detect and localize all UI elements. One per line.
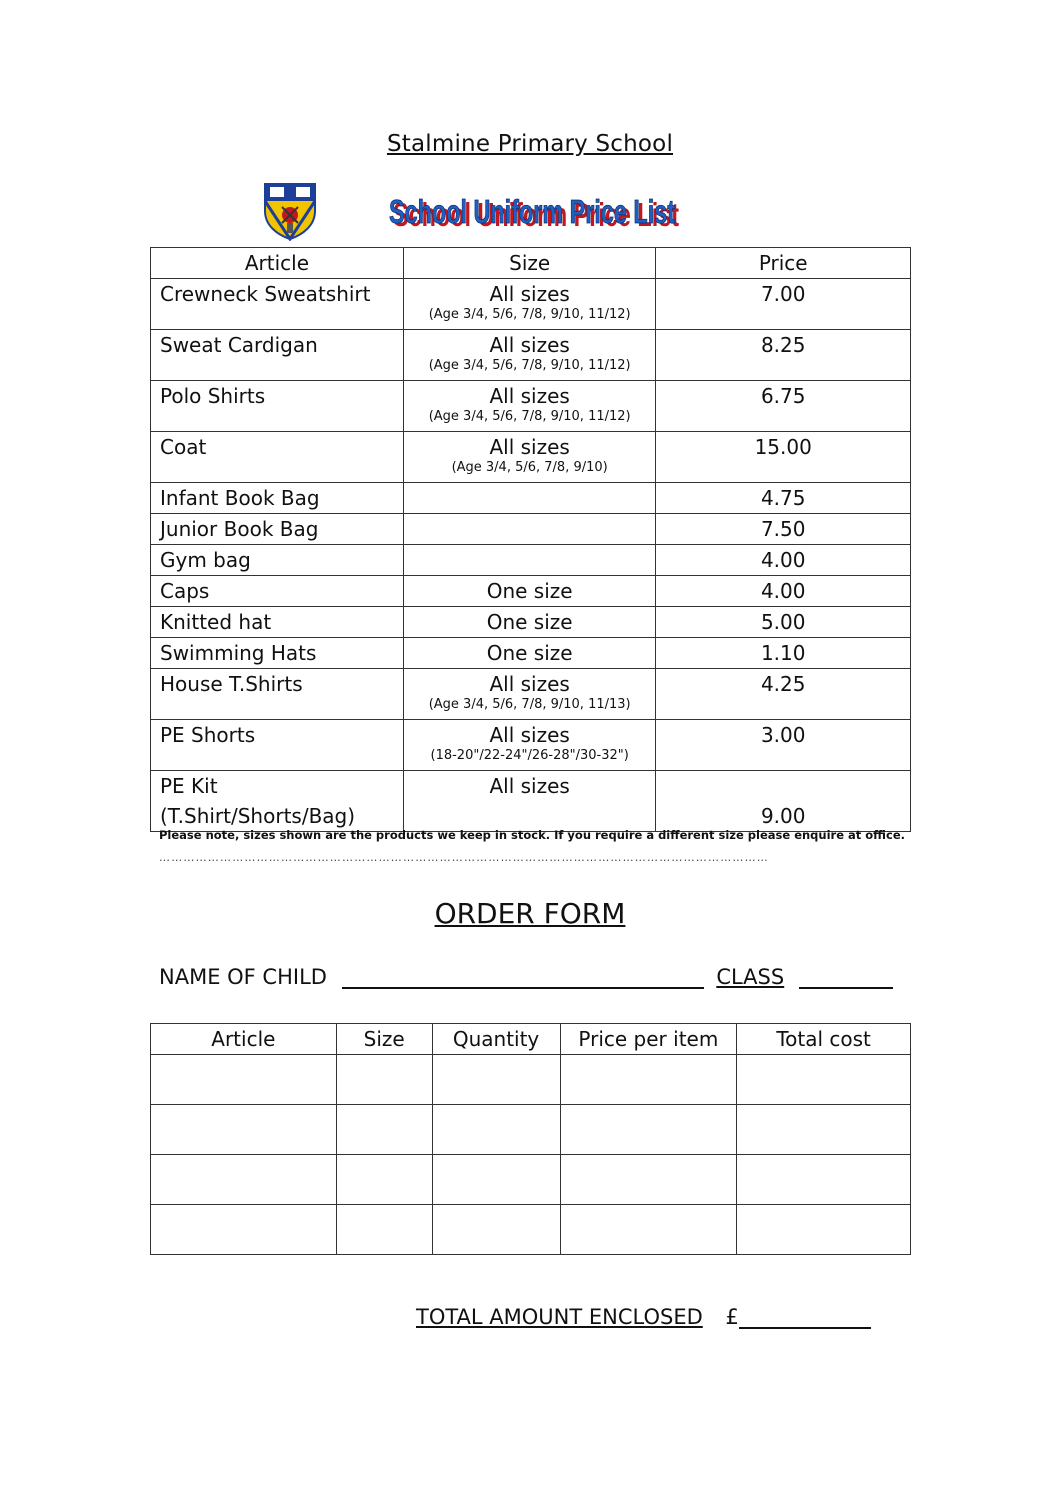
table-row (151, 545, 911, 576)
child-name-field[interactable] (342, 965, 704, 989)
size-cell: One size (403, 638, 656, 669)
order-form-title: ORDER FORM (434, 897, 626, 930)
size-cell (403, 669, 656, 720)
order-article-cell[interactable] (151, 1205, 337, 1255)
order-total-cell[interactable] (737, 1205, 911, 1255)
order-header-article: Article (151, 1024, 337, 1055)
table-row (151, 432, 911, 483)
school-crest-logo (262, 181, 318, 241)
order-quantity-cell[interactable] (432, 1205, 560, 1255)
article-line-1: PE Kit (160, 774, 218, 798)
price-table-header (151, 248, 911, 279)
article-line-2: (T.Shirt/Shorts/Bag) (160, 804, 356, 828)
price-cell: 4.00 (656, 545, 911, 576)
size-text: All sizes (489, 282, 570, 306)
size-cell: All sizes (403, 771, 656, 832)
table-row (151, 381, 911, 432)
table-row (151, 638, 911, 669)
price-table (150, 247, 911, 832)
order-article-cell[interactable] (151, 1055, 337, 1105)
article-cell: Gym bag (151, 545, 404, 576)
uniform-price-list-banner (384, 192, 684, 234)
header-price: Price (656, 248, 911, 279)
table-row (151, 514, 911, 545)
age-range: (Age 3/4, 5/6, 7/8, 9/10, 11/13) (428, 697, 631, 712)
table-row (151, 607, 911, 638)
size-text: All sizes (489, 672, 570, 696)
order-row (151, 1205, 911, 1255)
price-cell: 4.25 (656, 669, 911, 720)
article-cell: Junior Book Bag (151, 514, 404, 545)
article-cell: Polo Shirts (151, 381, 404, 432)
order-row (151, 1055, 911, 1105)
order-price-cell[interactable] (560, 1155, 737, 1205)
class-label: CLASS (716, 965, 785, 989)
size-text: All sizes (489, 333, 570, 357)
size-cell (403, 720, 656, 771)
price-cell: 7.50 (656, 514, 911, 545)
age-range: (Age 3/4, 5/6, 7/8, 9/10, 11/12) (428, 409, 631, 424)
price-cell: 9.00 (656, 771, 911, 832)
age-range: (Age 3/4, 5/6, 7/8, 9/10, 11/12) (428, 358, 631, 373)
price-cell: 7.00 (656, 279, 911, 330)
svg-text:School Uniform Price List: School Uniform Price List (393, 196, 680, 233)
price-cell: 6.75 (656, 381, 911, 432)
order-quantity-cell[interactable] (432, 1155, 560, 1205)
size-cell (403, 514, 656, 545)
order-size-cell[interactable] (336, 1105, 432, 1155)
price-cell: 4.00 (656, 576, 911, 607)
table-row (151, 669, 911, 720)
total-amount-label: TOTAL AMOUNT ENCLOSED (416, 1305, 703, 1329)
order-total-cell[interactable] (737, 1155, 911, 1205)
order-article-cell[interactable] (151, 1105, 337, 1155)
order-price-cell[interactable] (560, 1205, 737, 1255)
total-amount-field[interactable] (739, 1305, 871, 1329)
order-header-size: Size (336, 1024, 432, 1055)
price-cell: 3.00 (656, 720, 911, 771)
size-text: All sizes (489, 723, 570, 747)
price-cell: 5.00 (656, 607, 911, 638)
article-cell: Knitted hat (151, 607, 404, 638)
name-class-row (159, 965, 893, 989)
table-row (151, 576, 911, 607)
currency-symbol: £ (725, 1305, 739, 1329)
age-range: (18-20"/22-24"/26-28"/30-32") (430, 748, 629, 763)
order-price-cell[interactable] (560, 1055, 737, 1105)
order-header-total-cost: Total cost (737, 1024, 911, 1055)
header-size: Size (403, 248, 656, 279)
order-size-cell[interactable] (336, 1155, 432, 1205)
table-row (151, 279, 911, 330)
size-cell (403, 545, 656, 576)
price-cell: 1.10 (656, 638, 911, 669)
table-row (151, 483, 911, 514)
dotted-separator: …………………………………………………………………………………………………………………………………… (159, 851, 769, 864)
order-table (150, 1023, 911, 1255)
size-cell (403, 330, 656, 381)
age-range: (Age 3/4, 5/6, 7/8, 9/10, 11/12) (428, 307, 631, 322)
table-row (151, 720, 911, 771)
order-quantity-cell[interactable] (432, 1105, 560, 1155)
article-cell: Swimming Hats (151, 638, 404, 669)
size-text: All sizes (489, 384, 570, 408)
order-table-header (151, 1024, 911, 1055)
order-quantity-cell[interactable] (432, 1055, 560, 1105)
article-cell: Sweat Cardigan (151, 330, 404, 381)
total-amount-row (416, 1305, 871, 1329)
article-cell: Coat (151, 432, 404, 483)
article-cell: PE Shorts (151, 720, 404, 771)
order-size-cell[interactable] (336, 1205, 432, 1255)
order-total-cell[interactable] (737, 1055, 911, 1105)
stock-note: Please note, sizes shown are the products we keep in stock. If you require a different size please enquire at office. (159, 828, 905, 842)
price-cell: 4.75 (656, 483, 911, 514)
age-range: (Age 3/4, 5/6, 7/8, 9/10) (451, 460, 608, 475)
order-article-cell[interactable] (151, 1155, 337, 1205)
size-cell (403, 483, 656, 514)
price-cell: 8.25 (656, 330, 911, 381)
order-header-price-per-item: Price per item (560, 1024, 737, 1055)
header-article: Article (151, 248, 404, 279)
order-row (151, 1105, 911, 1155)
article-cell (151, 771, 404, 832)
table-row (151, 771, 911, 832)
school-title: Stalmine Primary School (386, 131, 674, 157)
article-cell: House T.Shirts (151, 669, 404, 720)
size-cell (403, 432, 656, 483)
table-row (151, 330, 911, 381)
order-price-cell[interactable] (560, 1105, 737, 1155)
size-cell (403, 279, 656, 330)
article-cell: Crewneck Sweatshirt (151, 279, 404, 330)
size-cell (403, 381, 656, 432)
article-cell: Infant Book Bag (151, 483, 404, 514)
order-total-cell[interactable] (737, 1105, 911, 1155)
svg-text:School Uniform Price List: School Uniform Price List (389, 193, 676, 230)
order-header-quantity: Quantity (432, 1024, 560, 1055)
size-cell: One size (403, 576, 656, 607)
price-cell: 15.00 (656, 432, 911, 483)
name-of-child-label: NAME OF CHILD (159, 965, 327, 989)
article-cell: Caps (151, 576, 404, 607)
size-cell: One size (403, 607, 656, 638)
order-row (151, 1155, 911, 1205)
class-field[interactable] (799, 965, 893, 989)
order-size-cell[interactable] (336, 1055, 432, 1105)
size-text: All sizes (489, 435, 570, 459)
